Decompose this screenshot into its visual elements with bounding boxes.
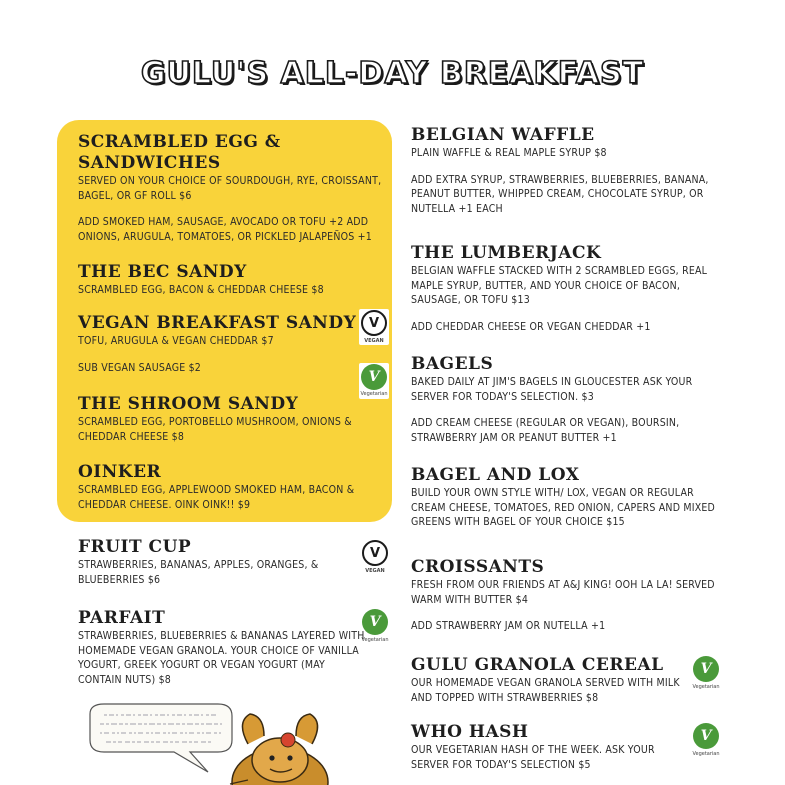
item-name: FRUIT CUP: [78, 537, 192, 557]
vegetarian-icon: V: [693, 723, 719, 749]
item-name: BAGELS: [411, 354, 494, 374]
item-addons: ADD STRAWBERRY JAM OR NUTELLA +1: [411, 620, 606, 632]
vegetarian-badge-label: Vegetarian: [692, 751, 720, 757]
item-addons: ADD SMOKED HAM, SAUSAGE, AVOCADO OR TOFU +2 ADD ONIONS, ARUGULA, TOMATOES, OR PICKLED JALAPEÑOS +1: [78, 216, 372, 243]
item-description: SCRAMBLED EGG, BACON & CHEDDAR CHEESE $8: [78, 284, 324, 296]
item-description: BAKED DAILY AT JIM'S BAGELS IN GLOUCESTER ASK YOUR SERVER FOR TODAY'S SELECTION. $3: [411, 376, 693, 403]
item-addons: SUB VEGAN SAUSAGE $2: [78, 361, 202, 374]
item-name: GULU GRANOLA CEREAL: [411, 655, 664, 675]
item-name: BAGEL AND LOX: [411, 465, 580, 485]
vegetarian-icon: V: [361, 364, 387, 390]
item-name: PARFAIT: [78, 608, 166, 628]
menu-item-bec-sandy: [78, 262, 383, 298]
vegan-icon: V: [361, 310, 387, 336]
menu-item-oinker: [78, 462, 383, 512]
vegan-badge-label: VEGAN: [365, 568, 385, 574]
vegetarian-icon: V: [362, 609, 388, 635]
menu-item-bagels: [411, 354, 731, 445]
menu-item-who-hash: [411, 722, 691, 772]
item-description: STRAWBERRIES, BANANAS, APPLES, ORANGES, & BLUEBERRIES $6: [78, 559, 319, 586]
item-description: STRAWBERRIES, BLUEBERRIES & BANANAS LAYERED WITH HOMEMADE VEGAN GRANOLA. YOUR CHOICE OF VANILLA YOGURT, GREEK YOGURT OR VEGAN YOGURT (MAY CONTAIN NUTS) $8: [78, 630, 365, 686]
item-name: OINKER: [78, 462, 162, 482]
item-name: THE SHROOM SANDY: [78, 394, 299, 414]
item-addons: ADD CREAM CHEESE (REGULAR OR VEGAN), BOURSIN, STRAWBERRY JAM OR PEANUT BUTTER +1: [411, 417, 680, 444]
menu-item-fruit-cup: [78, 537, 358, 587]
vegetarian-badge-label: Vegetarian: [360, 391, 388, 397]
item-addons: ADD CHEDDAR CHEESE OR VEGAN CHEDDAR +1: [411, 320, 651, 333]
item-description: BUILD YOUR OWN STYLE WITH/ LOX, VEGAN OR REGULAR CREAM CHEESE, TOMATOES, RED ONION, CAPERS AND MIXED GREENS WITH BAGEL OF YOUR CHOICE $15: [411, 487, 716, 528]
item-description: OUR HOMEMADE VEGAN GRANOLA SERVED WITH MILK AND TOPPED WITH STRAWBERRIES $8: [411, 677, 680, 704]
item-name: SCRAMBLED EGG & SANDWICHES: [78, 132, 281, 173]
menu-item-bagel-and-lox: [411, 465, 731, 530]
menu-item-belgian-waffle: [411, 125, 731, 216]
menu-item-shroom-sandy: [78, 394, 383, 444]
item-name: CROISSANTS: [411, 557, 545, 577]
item-name: VEGAN BREAKFAST SANDY: [78, 313, 357, 333]
item-name: WHO HASH: [411, 722, 529, 742]
item-description: BELGIAN WAFFLE STACKED WITH 2 SCRAMBLED EGGS, REAL MAPLE SYRUP, BUTTER, AND YOUR CHOICE OF BACON, SAUSAGE, OR TOFU $13: [411, 265, 708, 306]
vegan-icon: V: [362, 540, 388, 566]
vegetarian-badge-label: Vegetarian: [361, 637, 389, 643]
item-description: PLAIN WAFFLE & REAL MAPLE SYRUP $8: [411, 147, 607, 159]
vegetarian-badge-label: Vegetarian: [692, 684, 720, 690]
menu-item-lumberjack: [411, 243, 731, 334]
cartoon-illustration: [80, 700, 345, 785]
menu-item-croissants: [411, 557, 731, 634]
item-name: BELGIAN WAFFLE: [411, 125, 595, 145]
menu-item-scrambled-egg: [78, 132, 383, 244]
menu-item-vegan-breakfast-sandy: [78, 313, 358, 375]
item-name: THE BEC SANDY: [78, 262, 247, 282]
item-description: SCRAMBLED EGG, PORTOBELLO MUSHROOM, ONIONS & CHEDDAR CHEESE $8: [78, 416, 352, 443]
item-description: TOFU, ARUGULA & VEGAN CHEDDAR $7: [78, 335, 274, 347]
item-addons: ADD EXTRA SYRUP, STRAWBERRIES, BLUEBERRIES, BANANA, PEANUT BUTTER, WHIPPED CREAM, CHOCOLATE SYRUP, OR NUTELLA +1 EACH: [411, 173, 709, 215]
vegan-badge-label: VEGAN: [364, 338, 384, 344]
menu-item-parfait: [78, 608, 368, 687]
page-title: GULU'S ALL-DAY BREAKFAST: [140, 56, 645, 91]
menu-item-gulu-granola-cereal: [411, 655, 691, 705]
item-description: FRESH FROM OUR FRIENDS AT A&J KING! OOH LA LA! SERVED WARM WITH BUTTER $4: [411, 579, 715, 606]
item-description: SERVED ON YOUR CHOICE OF SOURDOUGH, RYE, CROISSANT, BAGEL, OR GF ROLL $6: [78, 175, 382, 202]
item-description: SCRAMBLED EGG, APPLEWOOD SMOKED HAM, BACON & CHEDDAR CHEESE. OINK OINK!! $9: [78, 484, 355, 511]
item-description: OUR VEGETARIAN HASH OF THE WEEK. ASK YOUR SERVER FOR TODAY'S SELECTION $5: [411, 744, 655, 771]
item-name: THE LUMBERJACK: [411, 243, 602, 263]
vegetarian-icon: V: [693, 656, 719, 682]
